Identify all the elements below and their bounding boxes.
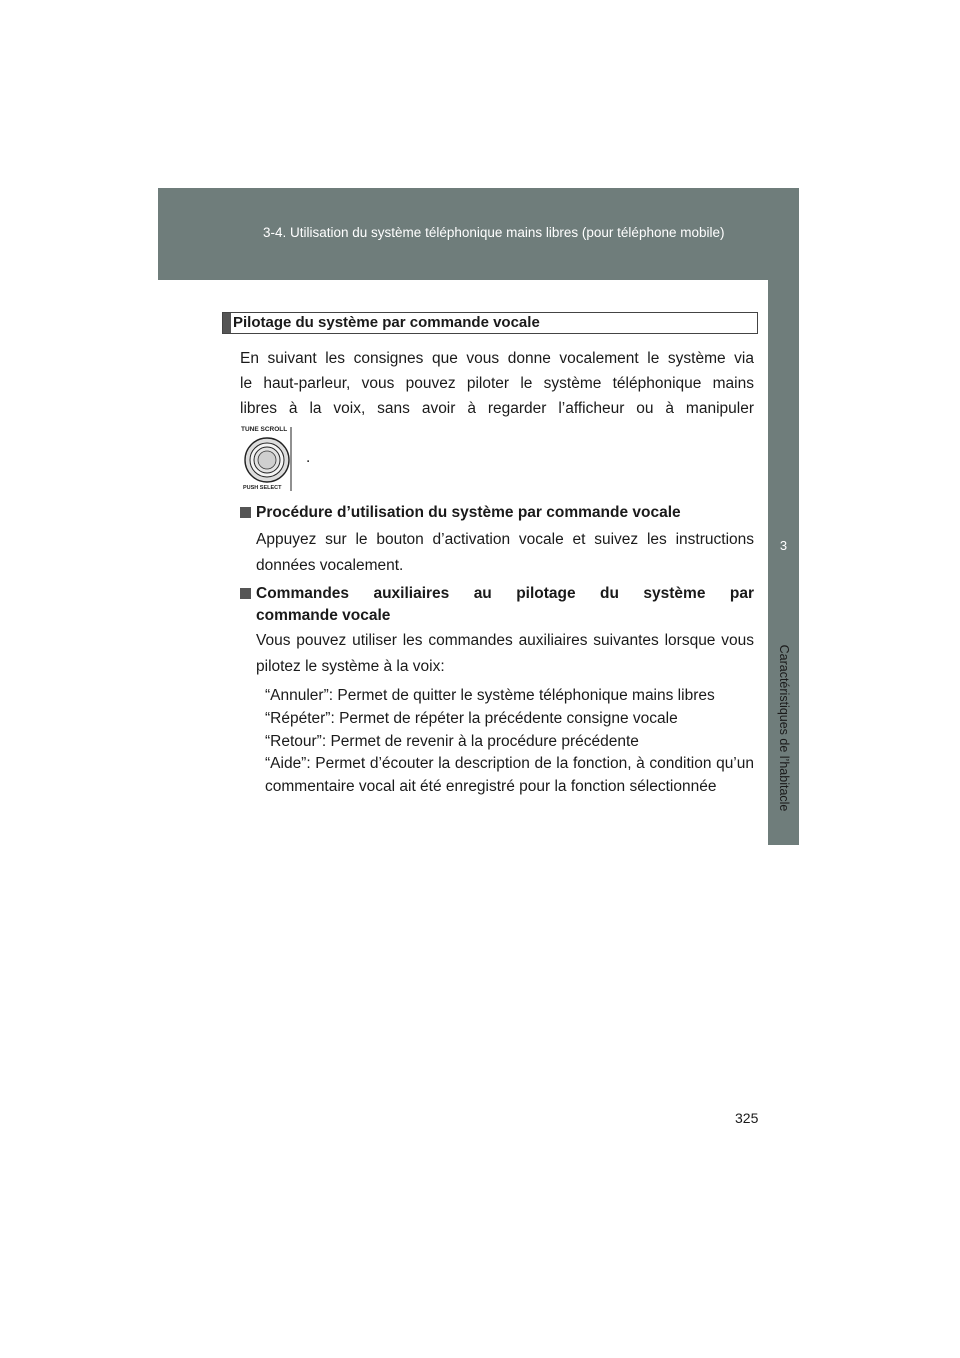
- intro-line-2: le haut-parleur, vous pouvez piloter le système téléphonique mains: [240, 375, 754, 392]
- bullet-body-1: Appuyez sur le bouton d’activation vocale et suivez les instructions données vocalement.: [256, 531, 754, 574]
- page-header: [158, 188, 799, 280]
- chapter-title: Caractéristiques de l’habitacle: [777, 644, 791, 812]
- command-annuler: “Annuler”: Permet de quitter le système téléphonique mains libres: [265, 687, 715, 704]
- intro-line-3: libres à la voix, sans avoir à regarder l’afficheur ou à manipuler: [240, 400, 754, 417]
- command-aide: “Aide”: Permet d’écouter la description de la fonction, à condition qu’un commentaire vocal ait été enregistré pour la fonction sélectionnée: [265, 755, 754, 795]
- bullet-heading-2-line2: commande vocale: [256, 607, 391, 624]
- command-retour: “Retour”: Permet de revenir à la procédure précédente: [265, 733, 639, 750]
- command-repeter: “Répéter”: Permet de répéter la précédente consigne vocale: [265, 710, 678, 727]
- knob-bottom-label: PUSH SELECT: [243, 485, 282, 491]
- header-section-title: 3-4. Utilisation du système téléphonique mains libres (pour téléphone mobile): [263, 225, 725, 240]
- intro-line-1: En suivant les consignes que vous donne vocalement le système via: [240, 350, 754, 367]
- bullet-square-icon: [240, 588, 251, 599]
- section-heading-accent: [223, 313, 231, 333]
- tune-scroll-knob-icon: [240, 423, 296, 498]
- intro-end: .: [306, 449, 311, 466]
- knob-top-label: TUNE SCROLL: [241, 426, 288, 433]
- bullet-heading-1-text: Procédure d’utilisation du système par commande vocale: [256, 504, 681, 521]
- bullet-square-icon: [240, 507, 251, 518]
- section-heading-bar: [222, 312, 758, 334]
- bullet-body-2: Vous pouvez utiliser les commandes auxiliaires suivantes lorsque vous pilotez le système à la voix:: [256, 632, 754, 675]
- section-title: Pilotage du système par commande vocale: [233, 314, 540, 331]
- bullet-heading-2-line1: Commandes auxiliaires au pilotage du système par: [256, 585, 754, 602]
- chapter-number: 3: [779, 538, 788, 553]
- page-number: 325: [735, 1110, 759, 1126]
